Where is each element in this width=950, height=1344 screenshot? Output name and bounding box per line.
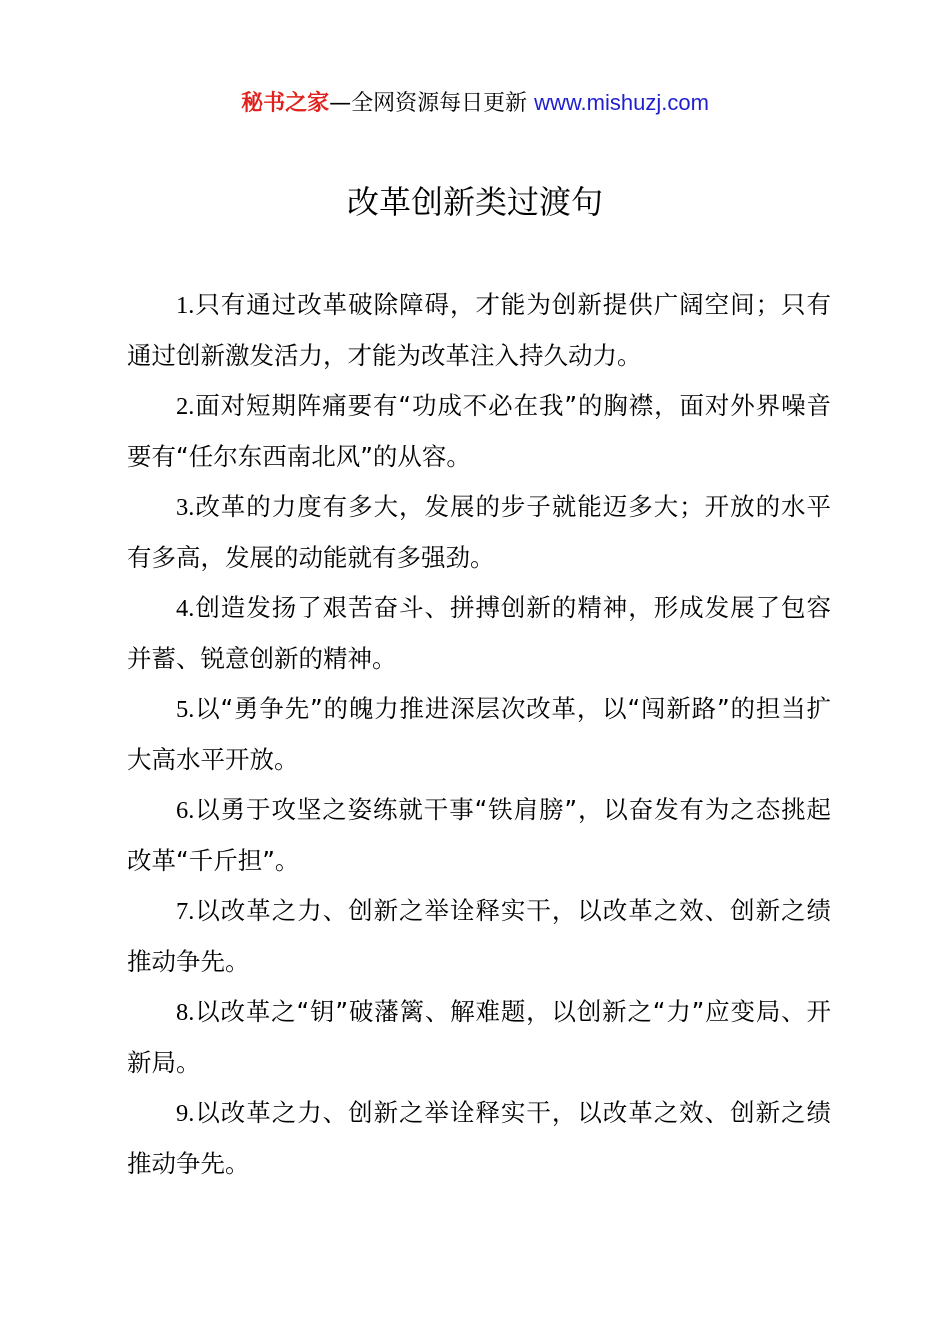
list-item [127,785,831,886]
item-number: 5. [176,696,195,723]
list-item [127,886,831,987]
item-number: 1. [176,292,195,319]
item-number: 8. [176,999,195,1026]
list-item [127,583,831,684]
item-text: 以勇于攻坚之姿练就干事“铁肩膀”，以奋发有为之态挑起改革“千斤担”。 [127,795,831,875]
item-text: 面对短期阵痛要有“功成不必在我”的胸襟，面对外界噪音要有“任尔东西南北风”的从容。 [127,391,831,471]
item-text: 以改革之“钥”破藩篱、解难题，以创新之“力”应变局、开新局。 [127,997,831,1077]
site-url-link[interactable]: www.mishuzj.com [534,90,709,115]
item-text: 只有通过改革破除障碍，才能为创新提供广阔空间；只有通过创新激发活力，才能为改革注入持久动力。 [127,290,831,370]
item-text: 创造发扬了艰苦奋斗、拼搏创新的精神，形成发展了包容并蓄、锐意创新的精神。 [127,593,831,673]
list-item [127,1088,831,1189]
item-number: 7. [176,898,195,925]
item-number: 3. [176,494,195,521]
list-item [127,684,831,785]
item-number: 2. [176,393,195,420]
document-title: 改革创新类过渡句 [346,183,603,221]
item-number: 9. [176,1100,195,1127]
list-item [127,482,831,583]
list-item [127,381,831,482]
item-number: 4. [176,595,195,622]
site-header [0,88,950,119]
item-text: 以改革之力、创新之举诠释实干，以改革之效、创新之绩推动争先。 [127,896,831,976]
item-text: 改革的力度有多大，发展的步子就能迈多大；开放的水平有多高，发展的动能就有多强劲。 [127,492,831,572]
item-text: 以改革之力、创新之举诠释实干，以改革之效、创新之绩推动争先。 [127,1098,831,1178]
item-text: 以“勇争先”的魄力推进深层次改革，以“闯新路”的担当扩大高水平开放。 [127,694,831,774]
sentence-list [127,280,831,1189]
site-brand: 秘书之家 [241,91,330,116]
list-item [127,987,831,1088]
item-number: 6. [176,797,195,824]
site-tagline: —全网资源每日更新 [329,91,535,116]
list-item [127,280,831,381]
